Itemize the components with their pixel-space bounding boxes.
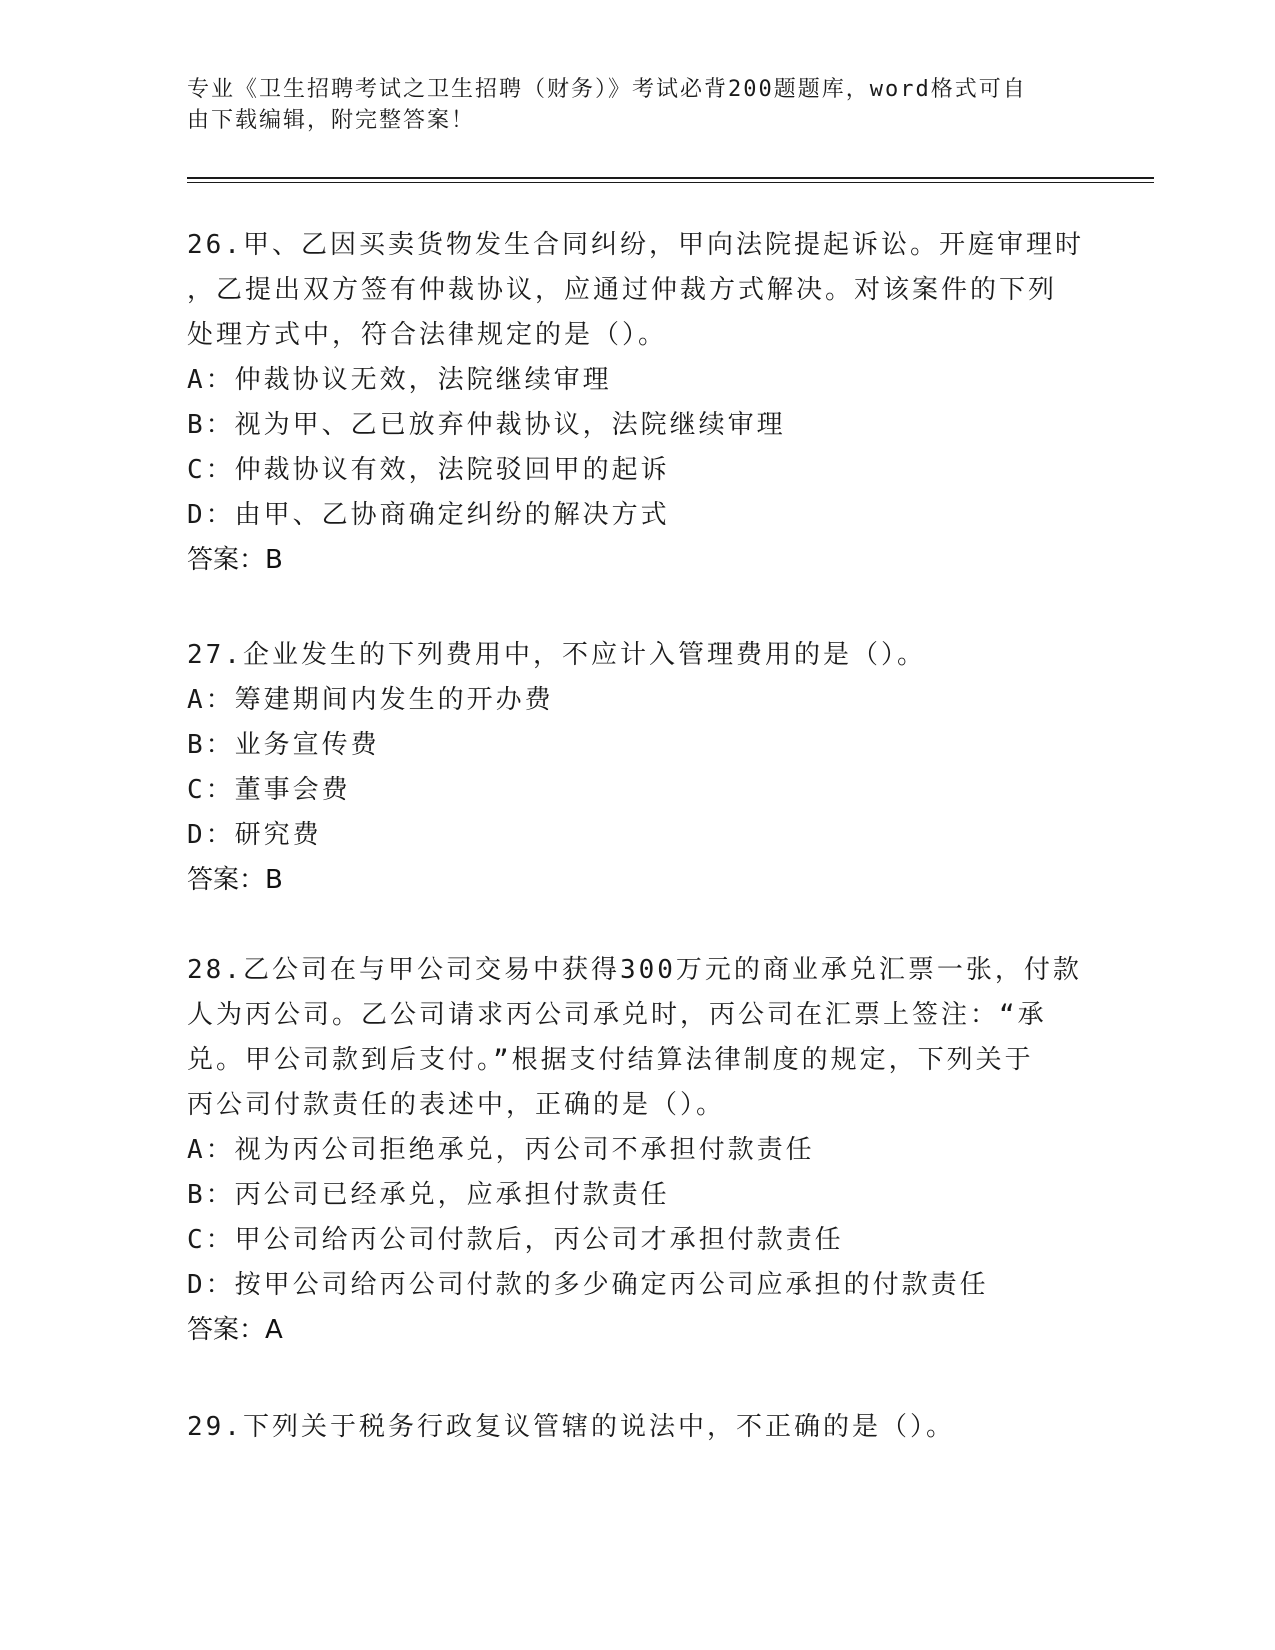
option-a: A：视为丙公司拒绝承兑，丙公司不承担付款责任	[187, 1135, 815, 1165]
question-stem-line: ，乙提出双方签有仲裁协议，应通过仲裁方式解决。对该案件的下列	[187, 275, 1058, 305]
question-stem-line: 26.甲、乙因买卖货物发生合同纠纷，甲向法院提起诉讼。开庭审理时	[187, 230, 1084, 260]
option-c: C：董事会费	[187, 775, 351, 805]
question-stem-line: 兑。甲公司款到后支付。”根据支付结算法律制度的规定，下列关于	[187, 1045, 1034, 1075]
answer-line: 答案：B	[187, 545, 283, 575]
question-stem-line: 27.企业发生的下列费用中，不应计入管理费用的是（）。	[187, 640, 926, 670]
question-27	[187, 633, 1087, 903]
question-stem-line: 丙公司付款责任的表述中，正确的是（）。	[187, 1090, 726, 1120]
question-stem-line: 29.下列关于税务行政复议管辖的说法中，不正确的是（）。	[187, 1412, 955, 1442]
option-d: D：由甲、乙协商确定纠纷的解决方式	[187, 500, 670, 530]
option-c: C：仲裁协议有效，法院驳回甲的起诉	[187, 455, 670, 485]
option-b: B：业务宣传费	[187, 730, 380, 760]
question-29	[187, 1405, 1087, 1450]
header-line-2: 由下载编辑，附完整答案！	[187, 108, 476, 133]
answer-line: 答案：A	[187, 1315, 283, 1345]
option-d: D：按甲公司给丙公司付款的多少确定丙公司应承担的付款责任	[187, 1270, 989, 1300]
question-stem-line: 28.乙公司在与甲公司交易中获得300万元的商业承兑汇票一张，付款	[187, 955, 1082, 985]
option-d: D：研究费	[187, 820, 322, 850]
option-b: B：视为甲、乙已放弃仲裁协议，法院继续审理	[187, 410, 786, 440]
header-line-1: 专业《卫生招聘考试之卫生招聘（财务）》考试必背200题题库，word格式可自	[187, 77, 1027, 102]
option-a: A：筹建期间内发生的开办费	[187, 685, 554, 715]
question-26	[187, 223, 1087, 583]
option-b: B：丙公司已经承兑，应承担付款责任	[187, 1180, 670, 1210]
question-28	[187, 948, 1087, 1353]
answer-line: 答案：B	[187, 865, 283, 895]
header-divider-thick	[187, 177, 1154, 179]
option-a: A：仲裁协议无效，法院继续审理	[187, 365, 612, 395]
option-c: C：甲公司给丙公司付款后，丙公司才承担付款责任	[187, 1225, 844, 1255]
question-stem-line: 人为丙公司。乙公司请求丙公司承兑时，丙公司在汇票上签注：“承	[187, 1000, 1047, 1030]
question-stem-line: 处理方式中，符合法律规定的是（）。	[187, 320, 668, 350]
document-header	[187, 74, 1067, 136]
header-divider-thin	[187, 182, 1154, 183]
